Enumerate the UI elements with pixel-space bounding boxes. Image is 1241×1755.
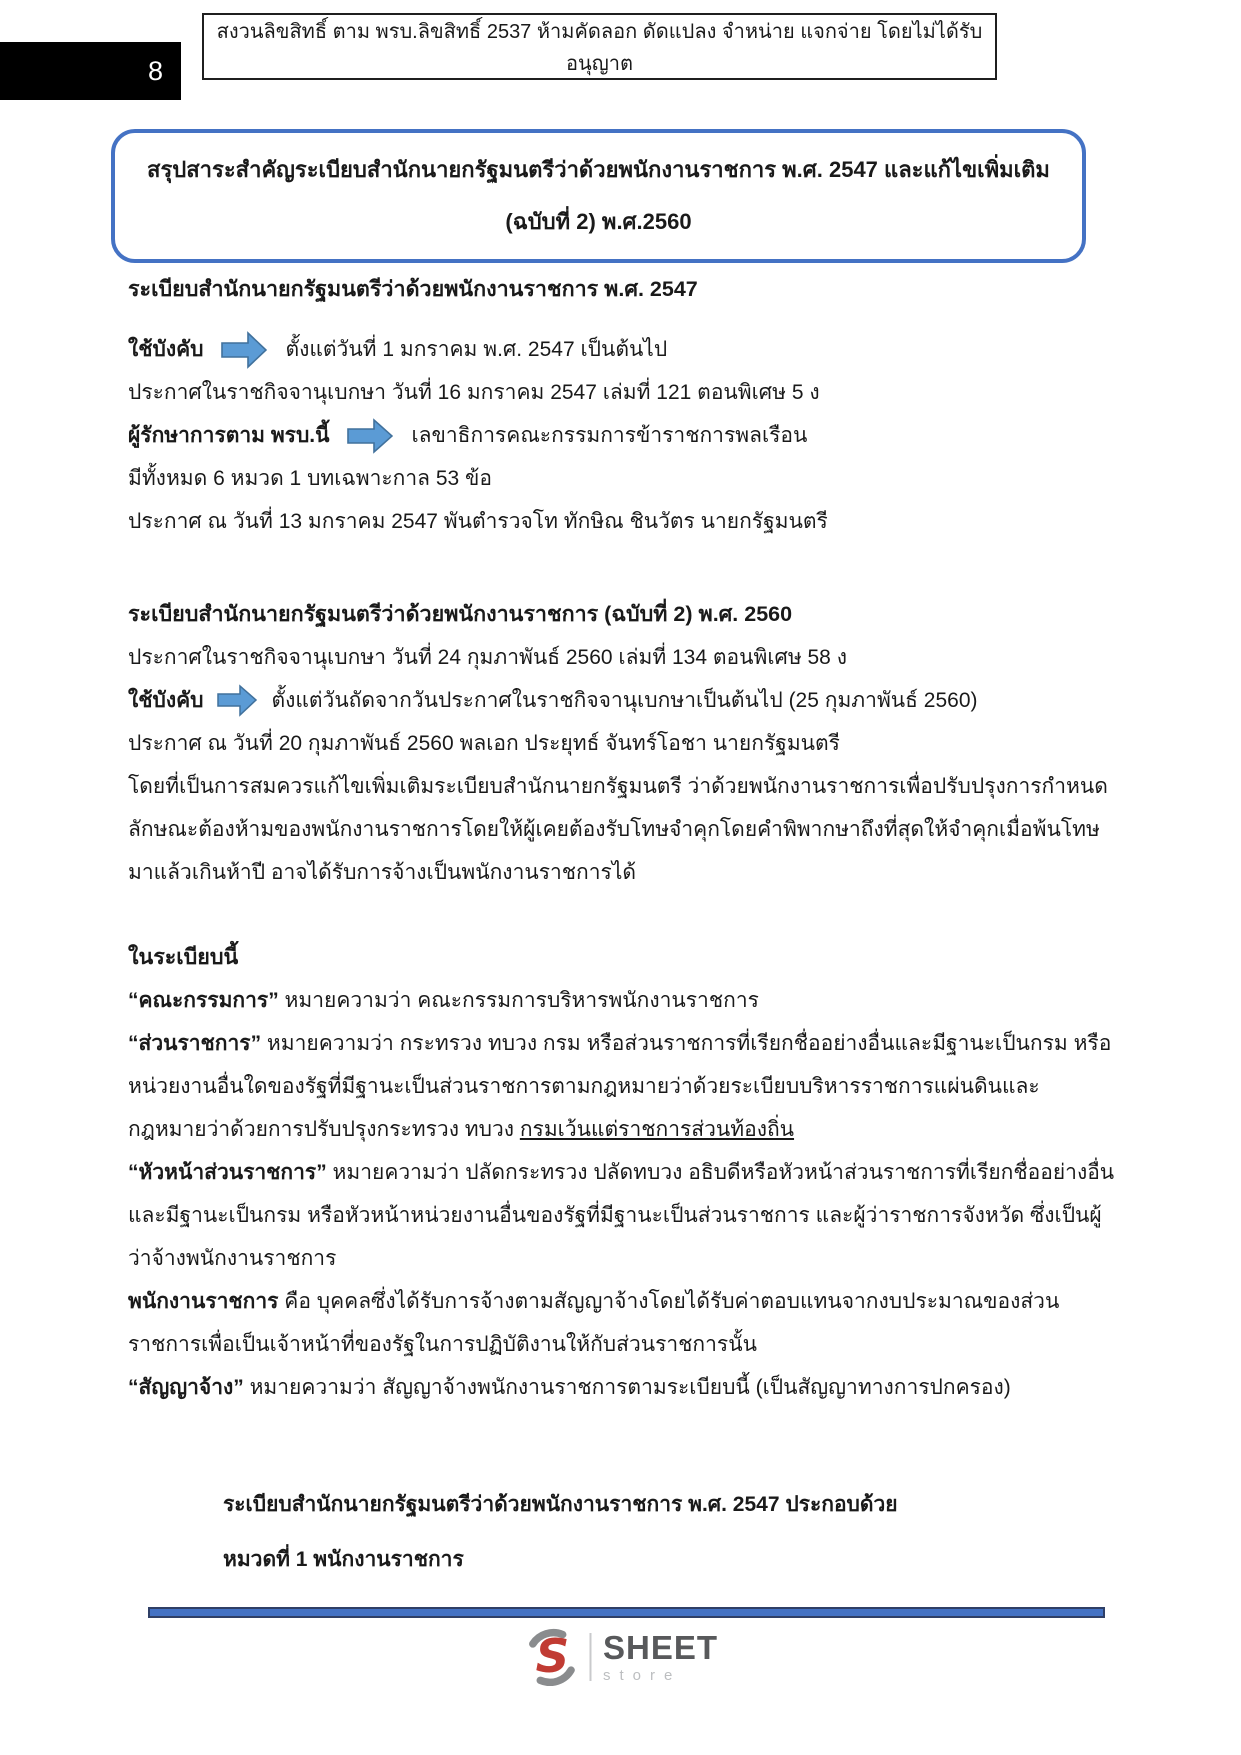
definition-term: “หัวหน้าส่วนราชการ”	[128, 1161, 327, 1184]
copyright-text: สงวนลิขสิทธิ์ ตาม พรบ.ลิขสิทธิ์ 2537 ห้ามคัดลอก ดัดแปลง จำหน่าย แจกจ่าย โดยไม่ได้รับอนุญาต	[216, 20, 983, 75]
definition-text: คือ บุคคลซึ่งได้รับการจ้างตามสัญญาจ้างโดยได้รับค่าตอบแทนจากงบประมาณของส่วนราชการเพื่อเป็นเจ้าหน้าที่ของรัฐในการปฏิบัติงานให้กับส่วนราชการนั้น	[128, 1290, 1060, 1356]
arrow-right-icon	[221, 331, 267, 369]
effective-date-line-2560	[128, 679, 1118, 722]
title-line-1: สรุปสาระสำคัญระเบียบสำนักนายกรัฐมนตรีว่าด้วยพนักงานราชการ พ.ศ. 2547 และแก้ไขเพิ่มเติม	[147, 157, 1050, 182]
effective-label: ใช้บังคับ	[128, 338, 204, 361]
keeper-label: ผู้รักษาการตาม พรบ.นี้	[128, 424, 330, 447]
definition-item	[128, 1280, 1118, 1366]
keeper-line-2547	[128, 414, 1118, 457]
logo-subtitle: store	[602, 1666, 682, 1684]
definition-item	[128, 979, 1118, 1022]
section-2547-heading: ระเบียบสำนักนายกรัฐมนตรีว่าด้วยพนักงานราชการ พ.ศ. 2547	[128, 277, 698, 301]
definition-term: พนักงานราชการ	[128, 1290, 279, 1313]
svg-text:S: S	[535, 1629, 569, 1684]
definition-text: หมายความว่า กระทรวง ทบวง กรม หรือส่วนราชการที่เรียกชื่ออย่างอื่นและมีฐานะเป็นกรม หรือหน่วยงานอื่นใดของรัฐที่มีฐานะเป็นส่วนราชการตามกฎหมายว่าด้วยระเบียบบริหารราชการแผ่นดินและกฎหมายว่าด้วยการปรับปรุงกระทรวง ทบวง	[128, 1032, 1112, 1141]
summary-title-box	[111, 129, 1086, 263]
effective-text: ตั้งแต่วันที่ 1 มกราคม พ.ศ. 2547 เป็นต้นไป	[285, 338, 668, 361]
structure-line-2547: มีทั้งหมด 6 หมวด 1 บทเฉพาะกาล 53 ข้อ	[128, 467, 493, 490]
copyright-box	[202, 13, 997, 80]
definition-text: หมายความว่า ปลัดกระทรวง ปลัดทบวง อธิบดีหรือหัวหน้าส่วนราชการที่เรียกชื่ออย่างอื่นและมีฐานะเป็นกรม หรือหัวหน้าหน่วยงานอื่นของรัฐที่มีฐานะเป็นส่วนราชการ และผู้ว่าราชการจังหวัด ซึ่งเป็นผู้ว่าจ้างพนักงานราชการ	[128, 1161, 1115, 1270]
gazette-line-2547: ประกาศในราชกิจจานุเบกษา วันที่ 16 มกราคม 2547 เล่มที่ 121 ตอนพิเศษ 5 ง	[128, 381, 820, 404]
announced-line-2547: ประกาศ ณ วันที่ 13 มกราคม 2547 พันตำรวจโท ทักษิณ ชินวัตร นายกรัฐมนตรี	[128, 510, 828, 533]
sheetstore-logo	[523, 1628, 718, 1686]
title-line-2: (ฉบับที่ 2) พ.ศ.2560	[505, 209, 692, 234]
definitions-heading: ในระเบียบนี้	[128, 945, 239, 969]
definition-item	[128, 1366, 1118, 1409]
rationale-paragraph: โดยที่เป็นการสมควรแก้ไขเพิ่มเติมระเบียบสำนักนายกรัฐมนตรี ว่าด้วยพนักงานราชการเพื่อปรับปรุงการกำหนดลักษณะต้องห้ามของพนักงานราชการโดยให้ผู้เคยต้องรับโทษจำคุกโดยคำพิพากษาถึงที่สุดให้จำคุกเมื่อพ้นโทษมาแล้วเกินห้าปี อาจได้รับการจ้างเป็นพนักงานราชการได้	[128, 775, 1108, 884]
composition-line-2: หมวดที่ 1 พนักงานราชการ	[223, 1548, 464, 1571]
effective-text: ตั้งแต่วันถัดจากวันประกาศในราชกิจจานุเบกษาเป็นต้นไป (25 กุมภาพันธ์ 2560)	[271, 689, 978, 712]
definition-text: หมายความว่า สัญญาจ้างพนักงานราชการตามระเบียบนี้ (เป็นสัญญาทางการปกครอง)	[243, 1376, 1011, 1399]
effective-date-line-2547	[128, 328, 1118, 371]
arrow-right-icon	[347, 418, 393, 454]
document-body	[128, 268, 1118, 1581]
effective-label: ใช้บังคับ	[128, 689, 204, 712]
definition-item	[128, 1151, 1118, 1280]
footer-divider-bar	[148, 1607, 1105, 1618]
definition-text: หมายความว่า คณะกรรมการบริหารพนักงานราชการ	[278, 989, 759, 1012]
definition-term: “สัญญาจ้าง”	[128, 1376, 244, 1399]
definition-term: “คณะกรรมการ”	[128, 989, 279, 1012]
section-2560-heading: ระเบียบสำนักนายกรัฐมนตรีว่าด้วยพนักงานราชการ (ฉบับที่ 2) พ.ศ. 2560	[128, 602, 793, 626]
logo-s-icon	[523, 1628, 579, 1686]
definition-term: “ส่วนราชการ”	[128, 1032, 262, 1055]
composition-line-1: ระเบียบสำนักนายกรัฐมนตรีว่าด้วยพนักงานราชการ พ.ศ. 2547 ประกอบด้วย	[223, 1493, 898, 1516]
arrow-right-icon	[217, 684, 257, 717]
logo-text-column	[602, 1628, 719, 1684]
gazette-line-2560: ประกาศในราชกิจจานุเบกษา วันที่ 24 กุมภาพันธ์ 2560 เล่มที่ 134 ตอนพิเศษ 58 ง	[128, 646, 847, 669]
logo-divider	[589, 1633, 591, 1681]
definition-item	[128, 1022, 1118, 1151]
page-number-tab	[0, 42, 181, 100]
logo-title: SHEET	[602, 1628, 719, 1666]
keeper-text: เลขาธิการคณะกรรมการข้าราชการพลเรือน	[411, 424, 808, 447]
page-number: 8	[147, 55, 163, 86]
announced-line-2560: ประกาศ ณ วันที่ 20 กุมภาพันธ์ 2560 พลเอก ประยุทธ์ จันทร์โอชา นายกรัฐมนตรี	[128, 732, 840, 755]
definition-underline: กรมเว้นแต่ราชการส่วนท้องถิ่น	[519, 1118, 795, 1141]
